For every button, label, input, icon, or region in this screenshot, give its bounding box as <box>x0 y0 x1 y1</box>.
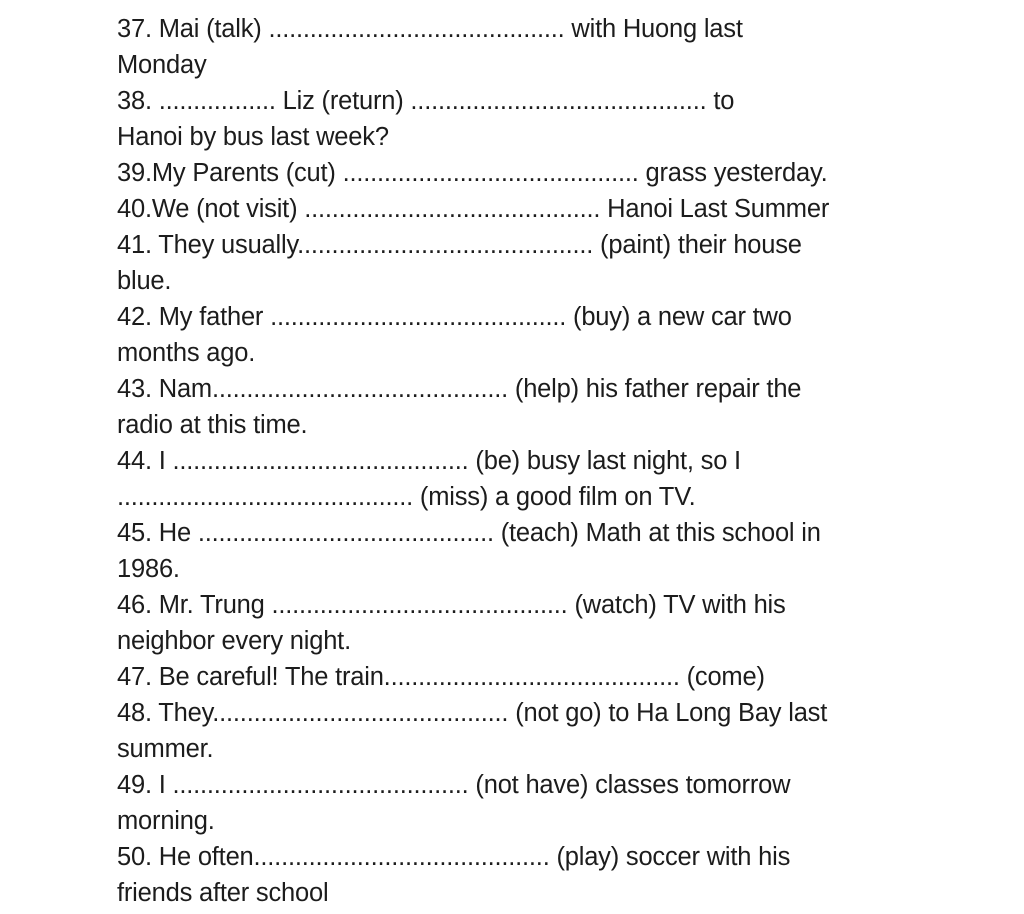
text-line: 46. Mr. Trung ........................................... (watch) TV with his <box>117 591 786 619</box>
text-line: 47. Be careful! The train........................................... (come) <box>117 663 765 691</box>
text-line: Hanoi by bus last week? <box>117 123 389 151</box>
text-line: 50. He often........................................... (play) soccer with his <box>117 843 791 871</box>
text-line: 1986. <box>117 555 180 583</box>
text-line: blue. <box>117 267 172 295</box>
text-line: 42. My father ........................................... (buy) a new car two <box>117 303 792 331</box>
text-line: 45. He ........................................... (teach) Math at this school in <box>117 519 821 547</box>
text-line: ........................................... (miss) a good film on TV. <box>117 483 696 511</box>
text-line: 38. ................. Liz (return) ........................................... to <box>117 87 735 115</box>
text-line: summer. <box>117 735 214 763</box>
text-line: radio at this time. <box>117 411 308 439</box>
text-line: 37. Mai (talk) ........................................... with Huong last <box>117 15 743 43</box>
text-line: months ago. <box>117 339 256 367</box>
text-line: 44. I ........................................... (be) busy last night, so I <box>117 447 741 475</box>
text-line: Monday <box>117 51 207 79</box>
text-line: 48. They........................................... (not go) to Ha Long Bay last <box>117 699 828 727</box>
text-line: friends after school <box>117 879 329 907</box>
text-line: neighbor every night. <box>117 627 351 655</box>
text-line: 43. Nam........................................... (help) his father repair the <box>117 375 802 403</box>
text-line: 49. I ........................................... (not have) classes tomorrow <box>117 771 791 799</box>
text-line: 39.My Parents (cut) ........................................... grass yesterday. <box>117 159 828 187</box>
exercise-text <box>117 11 997 911</box>
text-line: 40.We (not visit) ........................................... Hanoi Last Summer <box>117 195 830 223</box>
text-line: 41. They usually........................................... (paint) their house <box>117 231 802 259</box>
text-line: morning. <box>117 807 215 835</box>
